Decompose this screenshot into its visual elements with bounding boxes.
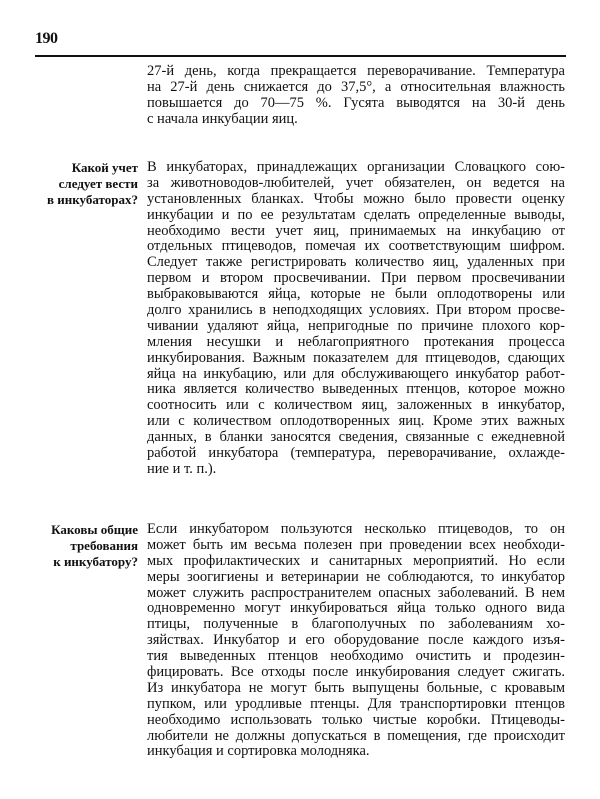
text-line: данных, в бланки заносятся сведения, связанные с ежедневной xyxy=(147,430,565,446)
text-line: может быть им весьма полезен при проведении всех необходи- xyxy=(147,537,565,553)
header-rule xyxy=(35,55,566,57)
text-line: необходимо использовать только чистые коробки. Птицеводы- xyxy=(147,712,565,728)
text-line: мления несушки и неблагоприятного протекания процесса xyxy=(147,334,565,350)
text-line: за животноводов-любителей, учет обязателен, он ведется на xyxy=(147,175,565,191)
text-line: ника является количество выведенных птенцов, которое можно xyxy=(147,382,565,398)
text-line: 27-й день, когда прекращается переворачивание. Температура xyxy=(147,64,565,79)
text-line: мых профилактических и санитарных мероприятий. Но если xyxy=(147,553,565,569)
text-line: установленных бланках. Чтобы можно было провести оценку xyxy=(147,191,565,207)
text-line: инкубации и по ее результатам сделать определенные выводы, xyxy=(147,207,565,223)
text-line: тия выведенных птенцов необходимо очистить и продезин- xyxy=(147,649,565,665)
text-line: зяйствах. Инкубатор и его оборудование после каждого изъя- xyxy=(147,633,565,649)
question-line: Каковы общие xyxy=(51,522,138,537)
text-line: ние и т. п.). xyxy=(147,461,217,477)
text-line: первом и втором просвечивании. При первом просвечивании xyxy=(147,271,565,287)
side-question-2 xyxy=(14,522,138,570)
text-line: или с количеством оплодотворенных яиц. Кроме этих важных xyxy=(147,414,565,430)
text-line: отдельных птицеводов, помечая их соответствующим шифром. xyxy=(147,239,565,255)
text-line: пупком, или уродливые птенцы. Для транспортировки птенцов xyxy=(147,696,565,712)
text-line: может служить распространителем опасных заболеваний. В нем xyxy=(147,585,565,601)
section-2-paragraph xyxy=(147,522,565,760)
text-line: Из инкубатора не могут быть выпущены больные, с кровавым xyxy=(147,680,565,696)
text-line: повышается до 70—75 %. Гусята выводятся на 30-й день xyxy=(147,95,565,111)
page-number: 190 xyxy=(35,30,58,47)
text-line: фицировать. Все отходы после инкубирования следует сжигать. xyxy=(147,665,565,681)
text-line: В инкубаторах, принадлежащих организации Словацкого сою- xyxy=(147,160,565,175)
text-line: Если инкубатором пользуются несколько птицеводов, то он xyxy=(147,522,565,537)
question-line: следует вести xyxy=(58,176,138,191)
text-line: работой инкубатора (температура, переворачивание, охлажде- xyxy=(147,446,565,462)
text-line: птицы, полученные в благополучных по заболеваниям хо- xyxy=(147,617,565,633)
text-line: инкубация и сортировка молодняка. xyxy=(147,744,370,760)
text-line: на 27-й день снижается до 37,5°, а относительная влажность xyxy=(147,79,565,95)
question-line: в инкубаторах? xyxy=(47,192,138,207)
section-1-paragraph xyxy=(147,160,565,478)
text-line: чивании удаляют яйца, непригодные по причине плохого кор- xyxy=(147,318,565,334)
text-line: инкубирования. Важным показателем для птицеводов, сдающих xyxy=(147,350,565,366)
text-line: Следует также регистрировать количество яиц, удаленных при xyxy=(147,255,565,271)
text-line: долго хранились в неподходящих условиях. При втором просве- xyxy=(147,303,565,319)
text-line: одновременно могут инкубироваться яйца только одного вида xyxy=(147,601,565,617)
text-line: меры зоогигиены и ветеринарии не соблюдаются, то инкубатор xyxy=(147,569,565,585)
question-line: требования xyxy=(70,538,138,553)
text-line: любители не должны допускаться в помещения, где происходит xyxy=(147,728,565,744)
text-line: необходимо вести учет яиц, принимаемых на инкубацию от xyxy=(147,223,565,239)
side-question-1 xyxy=(14,160,138,208)
text-line: выбраковываются яйца, которые не были оплодотворены или xyxy=(147,287,565,303)
question-line: Какой учет xyxy=(71,160,138,175)
question-line: к инкубатору? xyxy=(53,554,138,569)
text-line: соотносить или с количеством яиц, заложенных в инкубатор, xyxy=(147,398,565,414)
intro-paragraph xyxy=(147,64,565,128)
text-line: яйца на инкубацию, или для обслуживающего инкубатор работ- xyxy=(147,366,565,382)
text-line: с начала инкубации яиц. xyxy=(147,111,298,127)
